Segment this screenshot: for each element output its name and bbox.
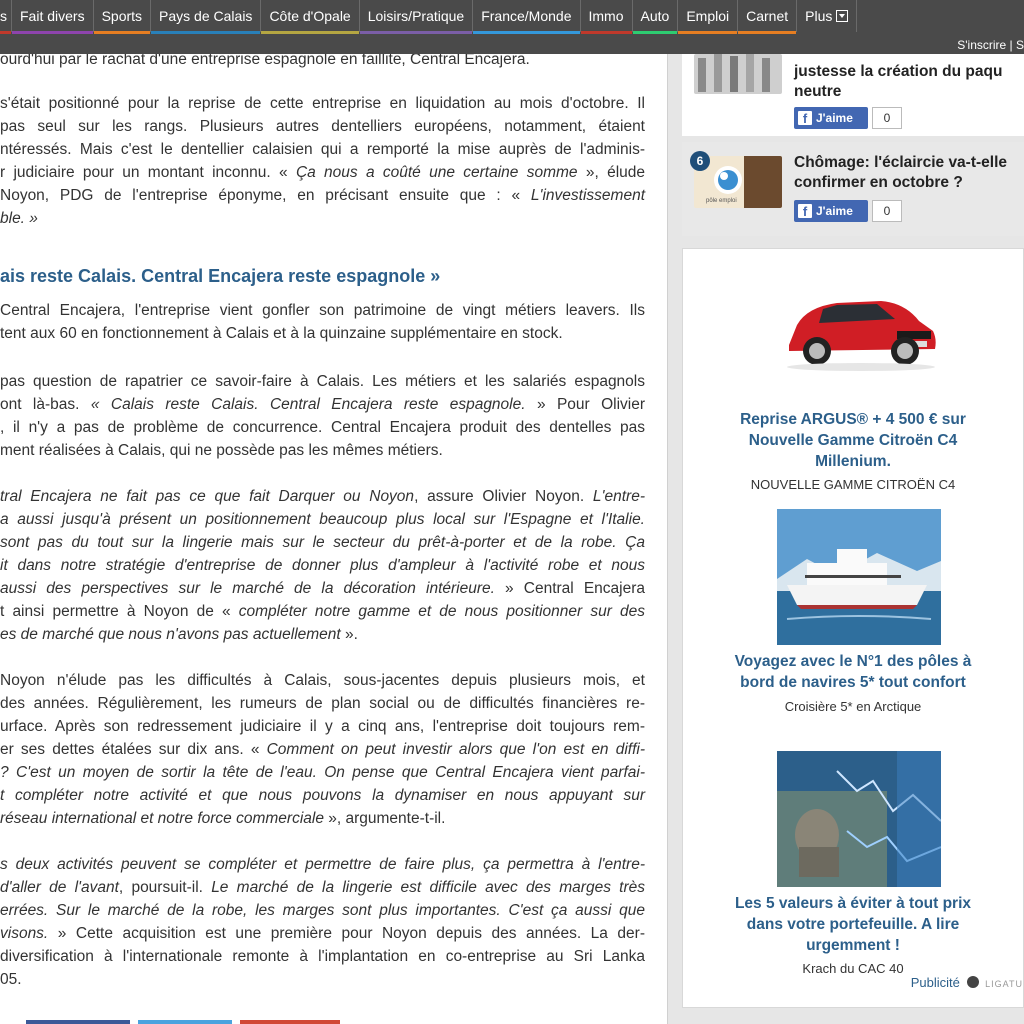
ad-source[interactable]: Croisière 5* en Arctique — [784, 699, 922, 714]
red-car-image — [777, 279, 941, 379]
ad-title[interactable]: urgemment ! — [806, 937, 900, 954]
article-line: t ainsi permettre à Noyon de « compléter notre gamme et de nous positionner sur des — [0, 603, 645, 620]
cruise-ship-image — [777, 509, 941, 645]
article-line: ble. » — [0, 210, 38, 227]
article-subheading: ais reste Calais. Central Encajera reste espagnole » — [0, 266, 441, 286]
ad-image[interactable] — [777, 509, 941, 645]
news-item[interactable] — [682, 54, 1024, 136]
cigarettes-thumbnail — [694, 54, 782, 94]
facebook-icon: f — [798, 111, 812, 125]
article-line: visons. » Cette acquisition est une première pour Noyon depuis des années. La der- — [0, 925, 645, 942]
sub-navigation-bar — [0, 34, 1024, 54]
stock-market-image — [777, 751, 941, 887]
article-line: ment réalisées à Calais, qui ne possède pas les mêmes métiers. — [0, 442, 443, 459]
nav-item-pays-de-calais[interactable]: Pays de Calais — [151, 0, 261, 32]
facebook-icon: f — [798, 204, 812, 218]
article-line: s deux activités peuvent se compléter et permettre de faire plus, ça permettra à l'entre- — [0, 856, 645, 873]
article-body — [0, 54, 668, 1024]
ad-title[interactable]: Reprise ARGUS® + 4 500 € sur — [740, 411, 966, 428]
ad-title[interactable]: bord de navires 5* tout confort — [740, 674, 966, 691]
facebook-like-button[interactable]: f J'aime — [794, 200, 868, 222]
article-line: Noyon n'élude pas les difficultés à Calais, sous-jacentes depuis plusieurs mois, et — [0, 672, 645, 689]
nav-item-france-monde[interactable]: France/Monde — [473, 0, 580, 32]
nav-item-emploi[interactable]: Emploi — [678, 0, 738, 32]
article-line: diversification à l'internationale remonte à l'implantation en co-entreprise au Sri Lanka — [0, 948, 645, 965]
article-line: réseau international et notre force commerciale », argumente-t-il. — [0, 810, 446, 827]
article-line: Central Encajera, l'entreprise vient gonfler son patrimoine de vingt métiers leavers. Ils — [0, 302, 645, 319]
article-line: tent aux 60 en fonctionnement à Calais et à la quinzaine supplémentaire en stock. — [0, 325, 563, 342]
nav-item-plus[interactable]: Plus — [797, 0, 857, 32]
news-title[interactable]: neutre — [794, 83, 842, 100]
ad-title[interactable]: Les 5 valeurs à éviter à tout prix — [734, 895, 972, 912]
nav-item-auto[interactable]: Auto — [633, 0, 679, 32]
like-count: 0 — [872, 107, 902, 129]
article-line: Noyon, PDG de l'entreprise éponyme, en précisant ensuite que : « L'investissement — [0, 187, 645, 204]
article-line: ntéressés. Mais c'est le dentellier calaisien qui a remporté la mise auprès de l'adminis- — [0, 141, 645, 158]
article-line: er ses dettes étalées sur dix ans. « Comment on peut investir alors que l'on est en diffi- — [0, 741, 645, 758]
ad-title[interactable]: Voyagez avec le N°1 des pôles à — [734, 653, 972, 670]
like-count: 0 — [872, 200, 902, 222]
nav-item-s[interactable]: s — [0, 0, 12, 32]
article-line: s'était positionné pour la reprise de cette entreprise en liquidation au mois d'octobre. Il — [0, 95, 645, 112]
article-line: it dans notre stratégie d'entreprise de donner plus d'ampleur à l'activité robe et nous — [0, 557, 645, 574]
nav-item-carnet[interactable]: Carnet — [738, 0, 797, 32]
rank-badge: 6 — [690, 151, 710, 171]
ad-source[interactable]: Krach du CAC 40 — [802, 961, 904, 976]
right-sidebar — [682, 54, 1024, 1024]
article-line: , il n'y a pas de problème de concurrence. Central Encajera produit des dentelles pas — [0, 419, 645, 436]
ad-attribution[interactable]: Publicité LIGATU — [910, 975, 1023, 990]
article-line: t compléter notre activité et que nous pouvons la dynamiser en nous appuyant sur — [0, 787, 645, 804]
google-share-bar[interactable] — [240, 1020, 340, 1024]
nav-item-fait-divers[interactable]: Fait divers — [12, 0, 94, 32]
article-line: es de marché que nous n'avons pas actuellement ». — [0, 626, 358, 643]
ligatus-logo-icon — [967, 976, 979, 988]
article-line: urface. Après son redressement judiciaire il y a cinq ans, l'entreprise doit toujours rem- — [0, 718, 645, 735]
article-line: r judiciaire pour un montant inconnu. « Ça nous a coûté une certaine somme », élude — [0, 164, 646, 181]
nav-item-immo[interactable]: Immo — [581, 0, 633, 32]
ad-image[interactable] — [777, 279, 941, 379]
sponsored-ads-box — [682, 248, 1024, 1008]
ad-title[interactable]: dans votre portefeuille. A lire — [746, 916, 960, 933]
article-line: errées. Sur le marché de la robe, les marges sont plus importantes. C'est ça aussi que — [0, 902, 645, 919]
news-title[interactable]: justesse la création du paqu — [794, 63, 1003, 80]
article-line: des années. Régulièrement, les rumeurs de plan social ou de difficultés financières re- — [0, 695, 645, 712]
news-title[interactable]: Chômage: l'éclaircie va-t-elle — [794, 154, 1008, 171]
nav-item-loisirs-pratique[interactable]: Loisirs/Pratique — [360, 0, 474, 32]
article-line: aussi des perspectives sur le marché de la décoration intérieure. » Central Encajera — [0, 580, 646, 597]
article-line: tral Encajera ne fait pas ce que fait Darquer ou Noyon, assure Olivier Noyon. L'entre- — [0, 488, 645, 505]
article-line: ourd'hui par le rachat d'une entreprise espagnole en faillite, Central Encajera. — [0, 54, 530, 68]
ad-source[interactable]: NOUVELLE GAMME CITROËN C4 — [750, 477, 956, 492]
nav-item-sports[interactable]: Sports — [94, 0, 151, 32]
article-line: a aussi jusqu'à présent un positionnement beaucoup plus local sur l'Espagne et l'Italie. — [0, 511, 645, 528]
article-line: sont pas du tout sur la lingerie mais sur le secteur du prêt-à-porter et de la robe. Ça — [0, 534, 645, 551]
ad-title[interactable]: Nouvelle Gamme Citroën C4 — [748, 432, 958, 449]
signup-link[interactable]: S'inscrire | S — [957, 38, 1024, 52]
nav-item-c-te-d-opale[interactable]: Côte d'Opale — [261, 0, 359, 32]
article-line: d'aller de l'avant, poursuit-il. Le marché de la lingerie est difficile avec des marges très — [0, 879, 646, 896]
article-line: 05. — [0, 971, 22, 988]
svg-text:pôle emploi: pôle emploi — [706, 198, 737, 204]
top-navigation — [0, 0, 1024, 34]
news-title[interactable]: confirmer en octobre ? — [794, 174, 963, 191]
news-thumbnail[interactable] — [694, 54, 782, 94]
twitter-share-bar[interactable] — [138, 1020, 232, 1024]
article-line: pas question de rapatrier ce savoir-faire à Calais. Les métiers et les salariés espagnols — [0, 373, 645, 390]
facebook-share-bar[interactable] — [26, 1020, 130, 1024]
facebook-like-button[interactable]: f J'aime — [794, 107, 868, 129]
chevron-down-icon — [836, 10, 848, 22]
ad-image[interactable] — [777, 751, 941, 887]
ad-title[interactable]: Millenium. — [815, 453, 891, 470]
article-line: ont là-bas. « Calais reste Calais. Central Encajera reste espagnole. » Pour Olivier — [0, 396, 646, 413]
article-line: pas seul sur les rangs. Plusieurs autres dentelliers européens, notamment, étaient — [0, 118, 645, 135]
article-line: ? C'est un moyen de sortir la tête de l'eau. On pense que Central Encajera vient parfai- — [0, 764, 645, 781]
news-item[interactable] — [682, 142, 1024, 236]
